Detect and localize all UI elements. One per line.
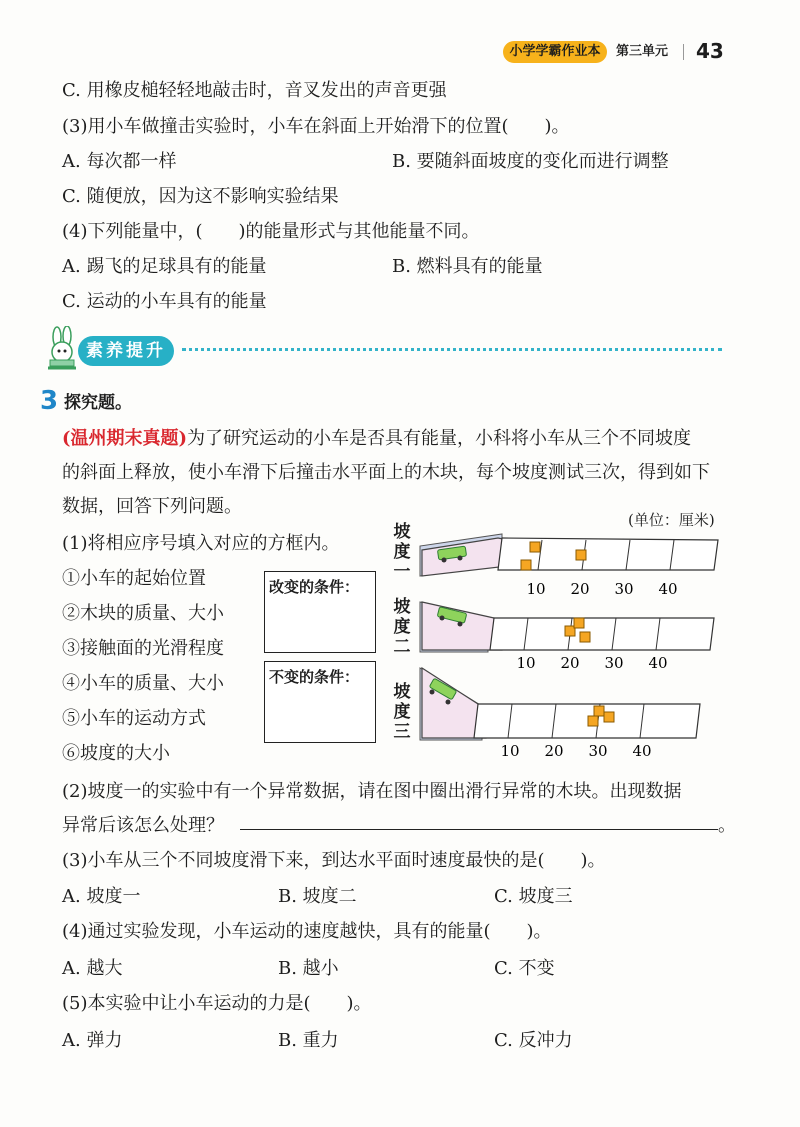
tick-label: 30 [614, 580, 634, 598]
condition-item-4: ④小车的质量、大小 [62, 673, 224, 694]
header-divider [683, 44, 684, 60]
intro-line-1 [62, 428, 691, 450]
unit-label: 第三单元 [616, 44, 669, 59]
tick-label: 10 [526, 580, 546, 598]
changed-conditions-box[interactable] [264, 571, 376, 653]
wood-block-icon[interactable] [574, 618, 584, 628]
answer-blank-line[interactable] [240, 829, 718, 830]
q3-option-a: A. 每次都一样 [62, 151, 177, 172]
part2-period: 。 [718, 815, 736, 836]
q2-option-c: C. 用橡皮槌轻轻地敲击时，音叉发出的声音更强 [62, 80, 447, 101]
condition-item-5: ⑤小车的运动方式 [62, 708, 206, 729]
unit-note: (单位：厘米) [628, 511, 715, 529]
tick-label: 10 [500, 742, 520, 760]
section-dotted-rule [182, 348, 722, 351]
part4-stem: (4)通过实验发现，小车运动的速度越快，具有的能量( )。 [62, 921, 552, 942]
tick-label: 10 [516, 654, 536, 672]
condition-item-6: ⑥坡度的大小 [62, 743, 170, 764]
wood-block-icon[interactable] [576, 550, 586, 560]
tick-label: 40 [632, 742, 652, 760]
part5-option-a: A. 弹力 [62, 1030, 123, 1051]
wood-block-icon[interactable] [521, 560, 531, 570]
wood-block-icon[interactable] [604, 712, 614, 722]
book-title-badge: 小学学霸作业本 [503, 41, 607, 63]
part3-stem: (3)小车从三个不同坡度滑下来，到达水平面时速度最快的是( )。 [62, 850, 606, 871]
wood-block-icon[interactable] [594, 706, 604, 716]
part2-line-1: (2)坡度一的实验中有一个异常数据，请在图中圈出滑行异常的木块。出现数据 [62, 781, 682, 802]
unchanged-conditions-box[interactable] [264, 661, 376, 743]
q3-stem: (3)用小车做撞击实验时，小车在斜面上开始滑下的位置( )。 [62, 116, 570, 137]
part5-stem: (5)本实验中让小车运动的力是( )。 [62, 993, 372, 1014]
q4-option-c: C. 运动的小车具有的能量 [62, 291, 267, 312]
intro-text-1: 为了研究运动的小车是否具有能量，小科将小车从三个不同坡度 [187, 428, 692, 449]
part5-option-c: C. 反冲力 [494, 1030, 573, 1051]
tick-label: 30 [588, 742, 608, 760]
wood-block-icon[interactable] [530, 542, 540, 552]
tick-label: 20 [544, 742, 564, 760]
part4-option-b: B. 越小 [278, 958, 339, 979]
page-number: 43 [696, 39, 724, 63]
tick-label: 40 [648, 654, 668, 672]
changed-conditions-label: 改变的条件： [269, 578, 360, 596]
slope-3-diagram[interactable] [418, 664, 730, 764]
q4-option-b: B. 燃料具有的能量 [392, 256, 543, 277]
tick-label: 20 [560, 654, 580, 672]
condition-item-2: ②木块的质量、大小 [62, 603, 224, 624]
q3-option-c: C. 随便放，因为这不影响实验结果 [62, 186, 339, 207]
intro-line-3: 数据，回答下列问题。 [62, 496, 242, 517]
track [490, 618, 714, 650]
q4-option-a: A. 踢飞的足球具有的能量 [62, 256, 267, 277]
source-tag: (温州期末真题) [62, 428, 188, 449]
slope-1-label: 坡度一 [393, 522, 411, 582]
question-title: 探究题。 [64, 393, 132, 413]
track [474, 704, 700, 738]
part3-option-c: C. 坡度三 [494, 886, 573, 907]
question-number: 3 [40, 386, 59, 416]
q4-stem: (4)下列能量中，( )的能量形式与其他能量不同。 [62, 221, 480, 242]
part3-option-b: B. 坡度二 [278, 886, 357, 907]
intro-line-2: 的斜面上释放，使小车滑下后撞击水平面上的木块，每个坡度测试三次，得到如下 [62, 462, 710, 483]
tick-label: 40 [658, 580, 678, 598]
condition-item-3: ③接触面的光滑程度 [62, 638, 224, 659]
q3-option-b: B. 要随斜面坡度的变化而进行调整 [392, 151, 669, 172]
tick-label: 30 [604, 654, 624, 672]
wood-block-icon[interactable] [588, 716, 598, 726]
part1-stem: (1)将相应序号填入对应的方框内。 [62, 533, 340, 554]
unchanged-conditions-label: 不变的条件： [269, 668, 360, 686]
condition-item-1: ①小车的起始位置 [62, 568, 206, 589]
wood-block-icon[interactable] [580, 632, 590, 642]
ramp-surface [422, 602, 502, 650]
slope-2-label: 坡度二 [393, 597, 411, 657]
tick-label: 20 [570, 580, 590, 598]
slope-3-label: 坡度三 [393, 682, 411, 742]
part4-option-a: A. 越大 [62, 958, 123, 979]
part2-line-2: 异常后该怎么处理？ [62, 815, 224, 836]
part4-option-c: C. 不变 [494, 958, 555, 979]
section-title-badge: 素养提升 [78, 336, 174, 366]
part5-option-b: B. 重力 [278, 1030, 339, 1051]
part3-option-a: A. 坡度一 [62, 886, 141, 907]
